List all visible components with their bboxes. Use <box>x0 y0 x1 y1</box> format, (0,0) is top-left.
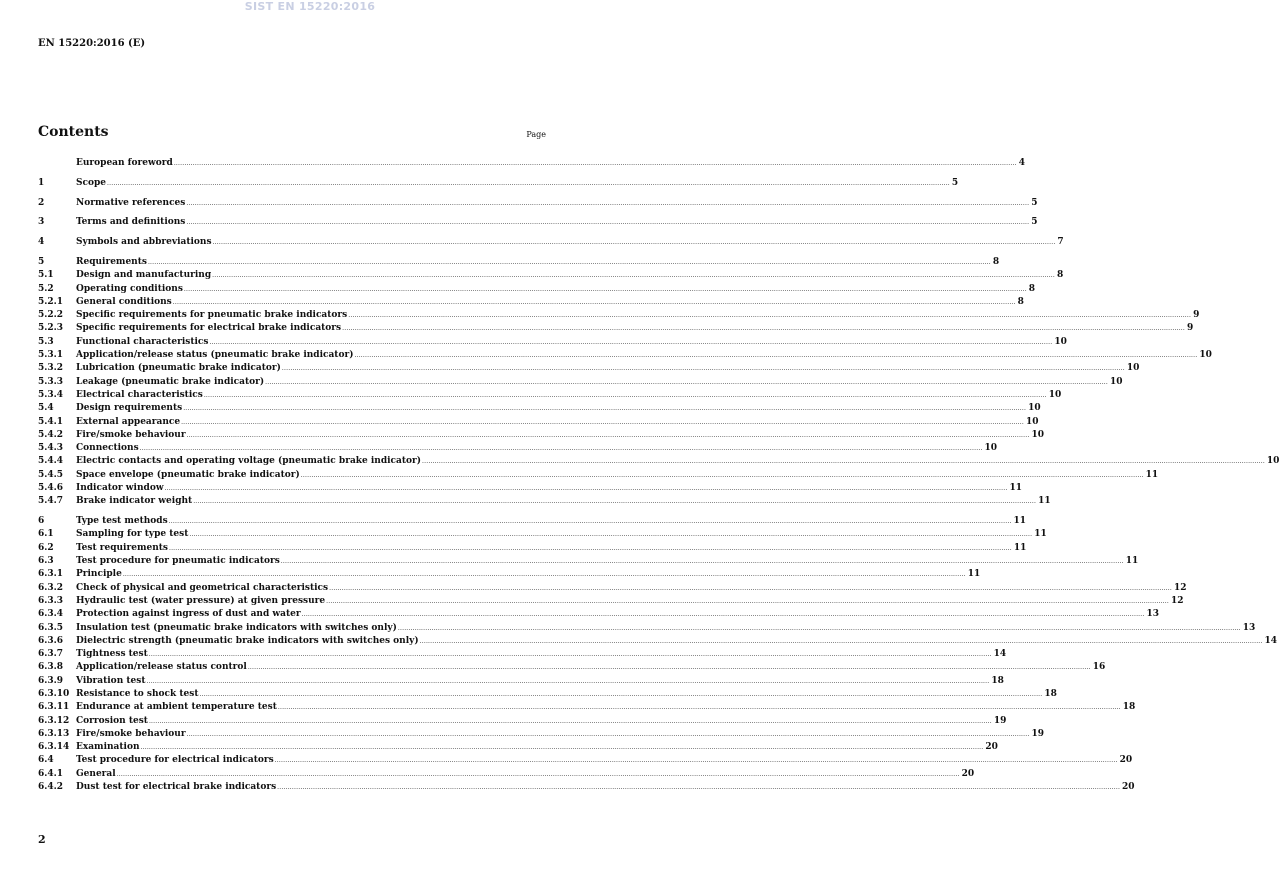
toc-entry-number: 5.2.2 <box>38 310 64 321</box>
dot-leader: ................................................................................................................................................................................................................................................................................................................................................................................................................ <box>329 584 1172 592</box>
toc-entry[interactable] <box>38 781 1135 794</box>
toc-entry-page: 9 <box>1193 310 1200 321</box>
toc-entry[interactable] <box>38 269 1064 282</box>
toc-entry-page: 11 <box>1009 483 1022 494</box>
dot-leader: ................................................................................................................................................................................................................................................................................................................................................................................................................ <box>168 518 1012 526</box>
dot-leader: ................................................................................................................................................................................................................................................................................................................................................................................................................ <box>300 471 1144 479</box>
toc-entry-title: Resistance to shock test <box>76 688 199 699</box>
toc-entry[interactable] <box>38 688 1057 701</box>
toc-entry-number: 6.4.1 <box>38 768 64 779</box>
toc-entry-title: Application/release status control <box>76 662 247 673</box>
toc-entry-page: 5 <box>1031 197 1038 208</box>
toc-entry-page: 7 <box>1057 237 1064 248</box>
toc-entry-title: Vibration test <box>76 675 146 686</box>
toc-entry-number: 5.3.1 <box>38 350 64 361</box>
toc-entry-number: 5.3.4 <box>38 389 64 400</box>
toc-entry-number: 5.3.3 <box>38 376 64 387</box>
toc-entry-title: Endurance at ambient temperature test <box>76 702 277 713</box>
toc-entry-title: Dust test for electrical brake indicators <box>76 782 277 793</box>
dot-leader: ................................................................................................................................................................................................................................................................................................................................................................................................................ <box>422 458 1265 466</box>
toc-entry[interactable] <box>38 528 1047 541</box>
dot-leader: ................................................................................................................................................................................................................................................................................................................................................................................................................ <box>173 160 1017 167</box>
toc-entry-title: Test requirements <box>76 542 168 553</box>
toc-entry-number: 5.1 <box>38 270 54 281</box>
toc-entry-number: 5.2 <box>38 283 54 294</box>
dot-leader: ................................................................................................................................................................................................................................................................................................................................................................................................................ <box>186 219 1030 227</box>
toc-entry-page: 19 <box>993 715 1007 726</box>
toc-entry-number: 6.3.8 <box>38 662 64 673</box>
toc-entry-number: 5.3 <box>38 336 54 347</box>
toc-entry-page: 12 <box>1171 595 1184 606</box>
toc-entry-page: 10 <box>1126 363 1140 374</box>
dot-leader: ................................................................................................................................................................................................................................................................................................................................................................................................................ <box>186 730 1030 738</box>
toc-entry[interactable] <box>38 236 1064 249</box>
dot-leader: ................................................................................................................................................................................................................................................................................................................................................................................................................ <box>122 571 966 579</box>
toc-entry[interactable] <box>38 416 1039 429</box>
toc-entry-page: 18 <box>991 675 1004 686</box>
toc-entry-title: Examination <box>76 742 140 753</box>
toc-entry-number: 6.3.12 <box>38 715 70 726</box>
toc-entry-page: 14 <box>993 649 1007 660</box>
toc-entry[interactable] <box>38 582 1187 595</box>
toc-entry-page: 11 <box>967 569 981 580</box>
toc-entry-title: Normative references <box>76 197 186 208</box>
toc-entry-title: Type test methods <box>76 516 168 527</box>
toc-entry-page: 19 <box>1031 728 1045 739</box>
toc-entry[interactable] <box>38 442 998 455</box>
toc-entry-page: 14 <box>1264 635 1278 646</box>
toc-entry[interactable] <box>38 595 1184 608</box>
toc-entry[interactable] <box>38 402 1041 415</box>
toc-entry-title: Terms and definitions <box>76 217 186 228</box>
toc-entry-page: 8 <box>992 256 1000 267</box>
toc-entry-title: Scope <box>76 177 107 188</box>
toc-entry-title: Insulation test (pneumatic brake indicators with switches only) <box>76 622 397 633</box>
toc-entry-title: Electrical characteristics <box>76 389 203 400</box>
toc-entry-title: Corrosion test <box>76 715 148 726</box>
page-column-label: Page <box>526 130 546 139</box>
toc-entry[interactable] <box>38 728 1045 741</box>
toc-entry-title: Specific requirements for electrical brake indicators <box>76 323 342 334</box>
dot-leader: ................................................................................................................................................................................................................................................................................................................................................................................................................ <box>280 558 1124 566</box>
toc-entry-title: General <box>76 768 116 779</box>
toc-entry-number: 6.3.11 <box>38 702 70 713</box>
toc-entry-number: 6.3 <box>38 556 54 567</box>
toc-entry-page: 5 <box>951 177 959 188</box>
toc-entry-number: 5.4 <box>38 403 54 414</box>
toc-entry-page: 8 <box>1017 296 1024 307</box>
toc-entry-page: 20 <box>1122 782 1135 793</box>
toc-entry-number: 3 <box>38 217 45 228</box>
toc-entry-title: Brake indicator weight <box>76 496 193 507</box>
toc-entry-page: 5 <box>1031 217 1038 228</box>
toc-entry-number: 6.3.9 <box>38 675 64 686</box>
toc-entry-number: 5.4.5 <box>38 469 64 480</box>
dot-leader: ................................................................................................................................................................................................................................................................................................................................................................................................................ <box>212 239 1056 247</box>
toc-entry-number: 5.4.4 <box>38 456 64 467</box>
toc-entry[interactable] <box>38 622 1256 635</box>
toc-entry-title: Fire/smoke behaviour <box>76 728 186 739</box>
page-number: 2 <box>38 833 46 846</box>
toc-entry[interactable] <box>38 429 1045 442</box>
dot-leader: ................................................................................................................................................................................................................................................................................................................................................................................................................ <box>139 445 983 453</box>
toc-entry-page: 11 <box>1125 556 1139 567</box>
toc-entry-number: 6.3.5 <box>38 622 64 633</box>
dot-leader: ................................................................................................................................................................................................................................................................................................................................................................................................................ <box>265 378 1109 386</box>
toc-entry-number: 5.2.1 <box>38 296 64 307</box>
toc-entry-page: 10 <box>1028 403 1041 414</box>
toc-entry-page: 20 <box>985 742 998 753</box>
toc-entry[interactable] <box>38 362 1140 375</box>
toc-entry-title: Application/release status (pneumatic brake indicator) <box>76 350 354 361</box>
toc-entry-number: 6.3.7 <box>38 649 64 660</box>
toc-entry-number: 5.4.7 <box>38 496 64 507</box>
toc-entry-page: 10 <box>1266 456 1279 467</box>
toc-entry-title: Design requirements <box>76 403 183 414</box>
dot-leader: ................................................................................................................................................................................................................................................................................................................................................................................................................ <box>183 405 1027 413</box>
toc-entry[interactable] <box>38 715 1007 728</box>
dot-leader: ................................................................................................................................................................................................................................................................................................................................................................................................................ <box>199 690 1043 698</box>
dot-leader: ................................................................................................................................................................................................................................................................................................................................................................................................................ <box>247 664 1091 672</box>
toc-entry-title: Check of physical and geometrical characteristics <box>76 582 329 593</box>
toc-entry-title: Functional characteristics <box>76 336 209 347</box>
toc-entry-page: 8 <box>1057 270 1064 281</box>
toc-entry-number: 5.4.1 <box>38 416 64 427</box>
dot-leader: ................................................................................................................................................................................................................................................................................................................................................................................................................ <box>164 485 1008 493</box>
watermark: SIST EN 15220:2016 <box>244 0 376 13</box>
toc-entry[interactable] <box>38 177 959 190</box>
toc-entry-number: 1 <box>38 177 45 188</box>
toc-entry-page: 10 <box>1110 376 1123 387</box>
toc-entry-title: Symbols and abbreviations <box>76 237 212 248</box>
dot-leader: ................................................................................................................................................................................................................................................................................................................................................................................................................ <box>397 624 1241 632</box>
dot-leader: ................................................................................................................................................................................................................................................................................................................................................................................................................ <box>277 704 1121 712</box>
dot-leader: ................................................................................................................................................................................................................................................................................................................................................................................................................ <box>301 611 1145 619</box>
toc-entry-title: European foreword <box>76 158 173 168</box>
toc-entry-page: 13 <box>1146 609 1160 620</box>
toc-entry-title: Protection against ingress of dust and water <box>76 609 301 620</box>
toc-entry-number: 6.4.2 <box>38 782 64 793</box>
toc-entry-page: 4 <box>1018 158 1025 168</box>
toc-entry[interactable] <box>38 568 981 581</box>
toc-entry-page: 20 <box>961 768 975 779</box>
toc-entry-page: 11 <box>1034 529 1047 540</box>
dot-leader: ................................................................................................................................................................................................................................................................................................................................................................................................................ <box>348 312 1192 320</box>
toc-entry-page: 20 <box>1119 755 1133 766</box>
toc-entry-page: 10 <box>1199 350 1212 361</box>
toc-entry-title: Leakage (pneumatic brake indicator) <box>76 376 265 387</box>
toc-entry-number: 5.3.2 <box>38 363 64 374</box>
toc-entry[interactable] <box>38 768 975 781</box>
toc-entry[interactable] <box>38 296 1024 309</box>
toc-entry-title: Hydraulic test (water pressure) at given pressure <box>76 595 326 606</box>
toc-entry-title: Tightness test <box>76 649 148 660</box>
toc-entry-number: 6.3.3 <box>38 595 64 606</box>
dot-leader: ................................................................................................................................................................................................................................................................................................................................................................................................................ <box>212 272 1056 280</box>
toc-entry-page: 9 <box>1187 323 1194 334</box>
toc-entry-number: 6.1 <box>38 529 54 540</box>
dot-leader: ................................................................................................................................................................................................................................................................................................................................................................................................................ <box>209 338 1053 346</box>
toc-entry[interactable] <box>38 322 1194 335</box>
toc-entry[interactable] <box>38 216 1038 229</box>
toc-entry[interactable] <box>38 197 1038 210</box>
toc-entry[interactable] <box>38 515 1027 528</box>
toc-entry-title: Requirements <box>76 256 147 267</box>
toc-entry-page: 11 <box>1013 542 1027 553</box>
toc-entry-title: Space envelope (pneumatic brake indicator) <box>76 469 300 480</box>
contents-heading: Contents <box>38 124 109 140</box>
toc-entry[interactable] <box>38 283 1036 296</box>
dot-leader: ................................................................................................................................................................................................................................................................................................................................................................................................................ <box>186 199 1030 207</box>
table-of-contents <box>38 157 1279 794</box>
toc-entry[interactable] <box>38 754 1133 767</box>
dot-leader: ................................................................................................................................................................................................................................................................................................................................................................................................................ <box>203 391 1047 399</box>
toc-entry[interactable] <box>38 661 1106 674</box>
dot-leader: ................................................................................................................................................................................................................................................................................................................................................................................................................ <box>168 544 1012 552</box>
toc-entry[interactable] <box>38 256 1000 269</box>
toc-entry-title: General conditions <box>76 296 172 307</box>
dot-leader: ................................................................................................................................................................................................................................................................................................................................................................................................................ <box>181 418 1024 426</box>
toc-entry-page: 10 <box>1031 429 1045 440</box>
toc-entry[interactable] <box>38 349 1212 362</box>
dot-leader: ................................................................................................................................................................................................................................................................................................................................................................................................................ <box>107 179 950 187</box>
dot-leader: ................................................................................................................................................................................................................................................................................................................................................................................................................ <box>186 431 1030 439</box>
toc-entry-page: 18 <box>1044 688 1057 699</box>
dot-leader: ................................................................................................................................................................................................................................................................................................................................................................................................................ <box>146 677 990 685</box>
toc-entry[interactable] <box>38 455 1279 468</box>
toc-entry-title: Connections <box>76 443 139 454</box>
toc-entry-page: 11 <box>1038 496 1051 507</box>
toc-entry-title: Test procedure for pneumatic indicators <box>76 556 280 567</box>
dot-leader: ................................................................................................................................................................................................................................................................................................................................................................................................................ <box>147 258 991 266</box>
toc-entry-page: 12 <box>1174 582 1187 593</box>
dot-leader: ................................................................................................................................................................................................................................................................................................................................................................................................................ <box>342 325 1186 333</box>
toc-entry-number: 6.3.2 <box>38 582 64 593</box>
dot-leader: ................................................................................................................................................................................................................................................................................................................................................................................................................ <box>281 365 1125 373</box>
dot-leader: ................................................................................................................................................................................................................................................................................................................................................................................................................ <box>419 637 1263 645</box>
toc-entry-title: Principle <box>76 569 122 580</box>
toc-entry-title: Test procedure for electrical indicators <box>76 755 274 766</box>
toc-entry-title: Fire/smoke behaviour <box>76 429 186 440</box>
toc-entry[interactable] <box>38 701 1136 714</box>
toc-entry[interactable] <box>38 336 1067 349</box>
toc-entry-number: 6 <box>38 516 45 527</box>
toc-entry[interactable] <box>38 648 1007 661</box>
toc-entry-page: 11 <box>1013 516 1027 527</box>
toc-entry-page: 13 <box>1242 622 1256 633</box>
toc-entry-title: Specific requirements for pneumatic brake indicators <box>76 310 348 321</box>
toc-entry-page: 16 <box>1092 662 1106 673</box>
toc-entry-title: Electric contacts and operating voltage (pneumatic brake indicator) <box>76 456 422 467</box>
toc-entry-number: 6.3.1 <box>38 569 64 580</box>
dot-leader: ................................................................................................................................................................................................................................................................................................................................................................................................................ <box>326 597 1169 605</box>
toc-entry[interactable] <box>38 376 1123 389</box>
toc-entry-page: 8 <box>1028 283 1036 294</box>
toc-entry[interactable] <box>38 157 1025 170</box>
dot-leader: ................................................................................................................................................................................................................................................................................................................................................................................................................ <box>116 770 960 778</box>
toc-entry-title: Lubrication (pneumatic brake indicator) <box>76 363 281 374</box>
toc-entry-number: 6.3.14 <box>38 742 70 753</box>
toc-entry-title: Sampling for type test <box>76 529 189 540</box>
dot-leader: ................................................................................................................................................................................................................................................................................................................................................................................................................ <box>140 744 984 752</box>
toc-entry-number: 5 <box>38 256 45 267</box>
toc-entry-title: Dielectric strength (pneumatic brake indicators with switches only) <box>76 635 419 646</box>
toc-entry[interactable] <box>38 482 1022 495</box>
toc-entry[interactable] <box>38 309 1200 322</box>
toc-entry-title: Indicator window <box>76 483 164 494</box>
toc-entry[interactable] <box>38 635 1278 648</box>
toc-entry-title: Operating conditions <box>76 283 183 294</box>
toc-entry[interactable] <box>38 741 998 754</box>
toc-entry-number: 6.3.4 <box>38 609 64 620</box>
toc-entry-page: 10 <box>1025 416 1039 427</box>
dot-leader: ................................................................................................................................................................................................................................................................................................................................................................................................................ <box>172 298 1016 306</box>
toc-entry-page: 10 <box>1054 336 1067 347</box>
toc-entry-title: External appearance <box>76 416 181 427</box>
toc-entry-number: 4 <box>38 237 45 248</box>
toc-entry[interactable] <box>38 495 1051 508</box>
toc-entry-title: Design and manufacturing <box>76 270 212 281</box>
toc-entry[interactable] <box>38 469 1159 482</box>
toc-entry-page: 10 <box>984 443 998 454</box>
toc-entry-number: 5.4.3 <box>38 443 64 454</box>
toc-entry-number: 6.3.6 <box>38 635 64 646</box>
dot-leader: ................................................................................................................................................................................................................................................................................................................................................................................................................ <box>274 757 1118 765</box>
toc-entry-number: 6.3.13 <box>38 728 70 739</box>
toc-entry-number: 5.4.2 <box>38 429 64 440</box>
toc-entry-number: 6.4 <box>38 755 54 766</box>
toc-entry-page: 18 <box>1122 702 1136 713</box>
toc-entry[interactable] <box>38 542 1027 555</box>
dot-leader: ................................................................................................................................................................................................................................................................................................................................................................................................................ <box>148 717 992 725</box>
dot-leader: ................................................................................................................................................................................................................................................................................................................................................................................................................ <box>354 352 1198 360</box>
dot-leader: ................................................................................................................................................................................................................................................................................................................................................................................................................ <box>189 531 1033 539</box>
document-id-header: EN 15220:2016 (E) <box>38 38 146 49</box>
toc-entry-number: 5.2.3 <box>38 323 64 334</box>
toc-entry-page: 10 <box>1048 389 1062 400</box>
toc-entry[interactable] <box>38 675 1004 688</box>
dot-leader: ................................................................................................................................................................................................................................................................................................................................................................................................................ <box>183 285 1027 293</box>
toc-entry-number: 2 <box>38 197 45 208</box>
toc-entry-number: 5.4.6 <box>38 483 64 494</box>
dot-leader: ................................................................................................................................................................................................................................................................................................................................................................................................................ <box>193 498 1037 506</box>
toc-entry-number: 6.3.10 <box>38 688 70 699</box>
toc-entry[interactable] <box>38 608 1160 621</box>
toc-entry[interactable] <box>38 389 1062 402</box>
dot-leader: ................................................................................................................................................................................................................................................................................................................................................................................................................ <box>277 784 1121 792</box>
toc-entry-page: 11 <box>1145 469 1159 480</box>
toc-entry-number: 6.2 <box>38 542 54 553</box>
toc-entry[interactable] <box>38 555 1139 568</box>
dot-leader: ................................................................................................................................................................................................................................................................................................................................................................................................................ <box>148 651 992 659</box>
